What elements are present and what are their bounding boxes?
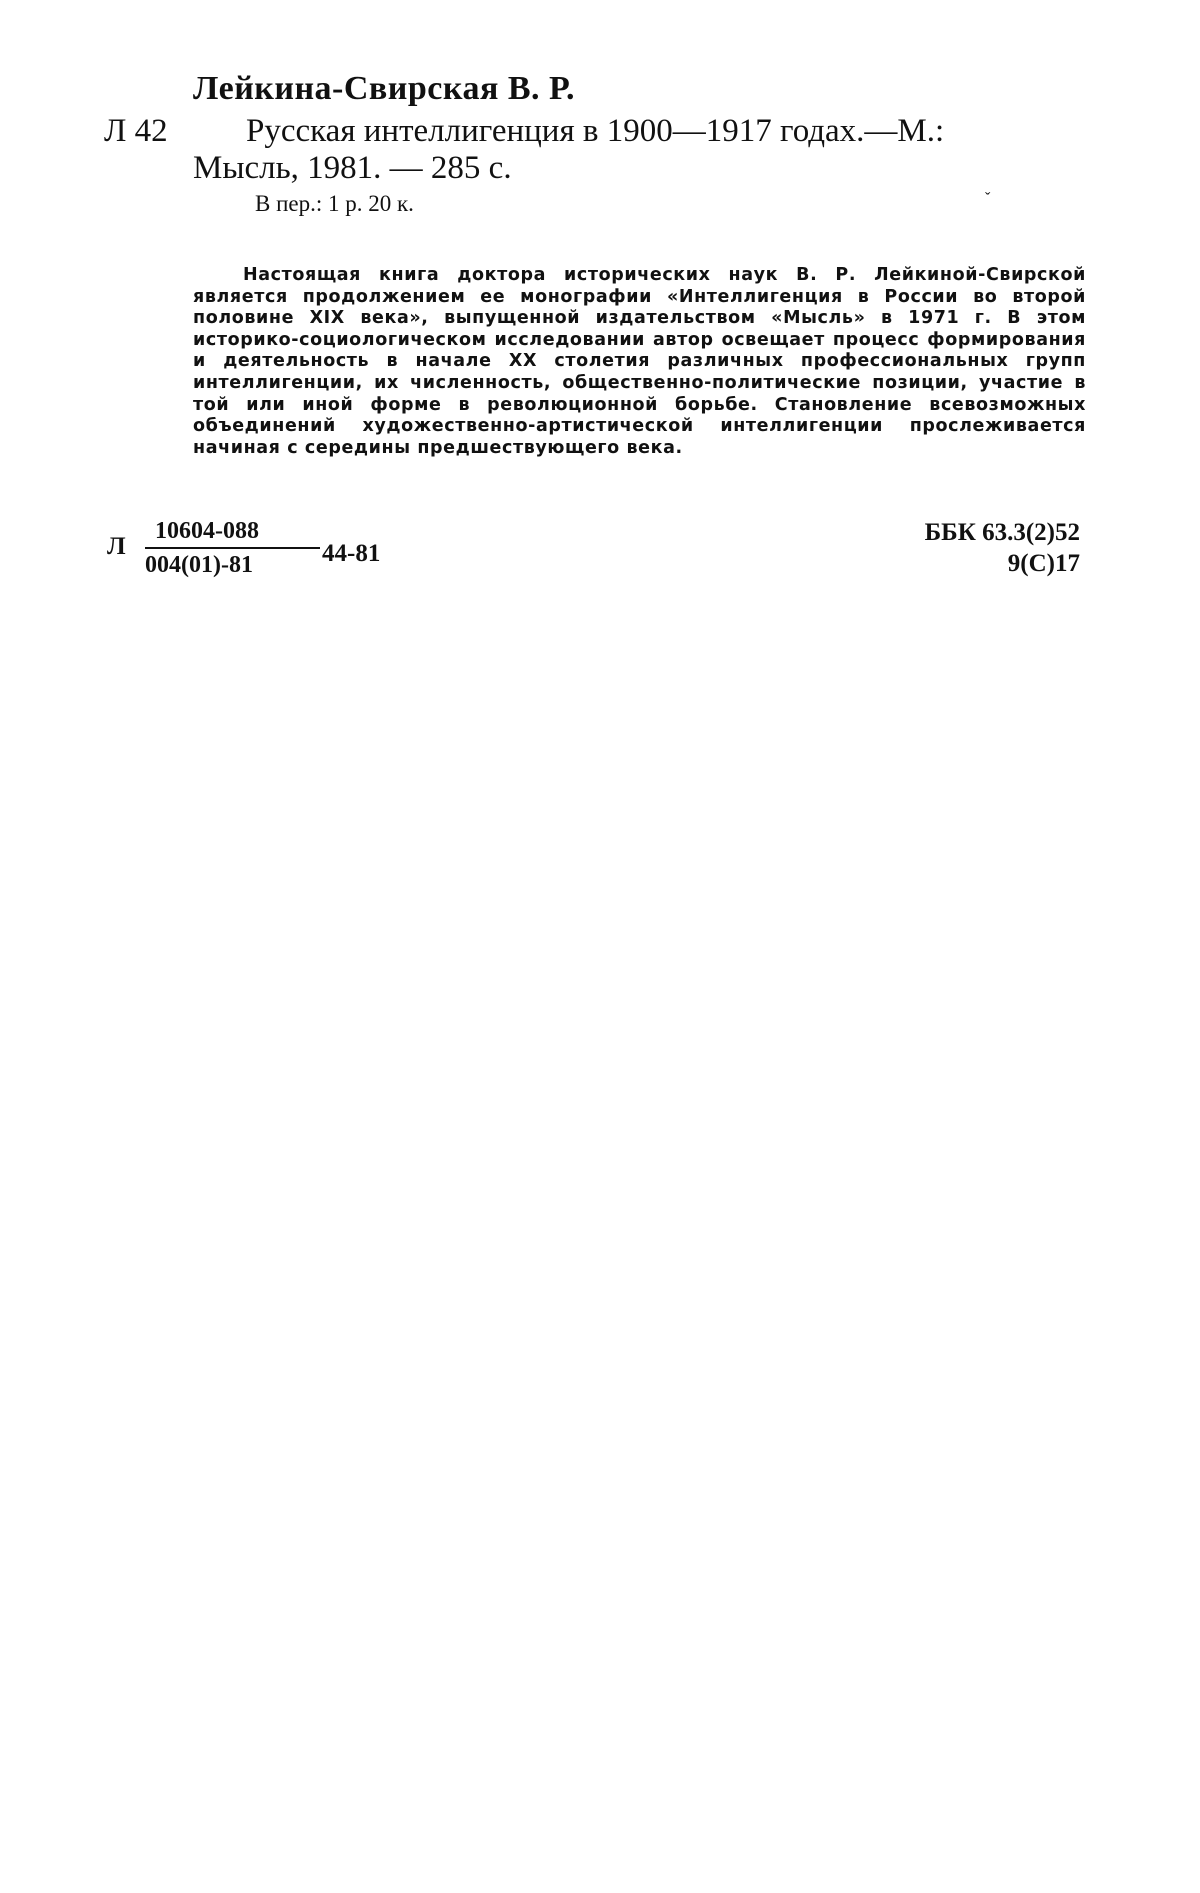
library-index: Л 42	[104, 113, 168, 149]
classification-numerator: 10604-088	[155, 518, 259, 544]
book-annotation: Настоящая книга доктора исторических наук В. Р. Лейкиной-Свирской является продолжением ее монографии «Интеллигенция в России во второй половине XIX века», выпущенной издательством «Мысль» в 1971 г. В этом историко-социологическом исследовании автор освещает процесс формирования и деятельность в начале XX столетия различных профессиональных групп интеллигенции, их численность, общественно-политические позиции, участие в той или иной форме в революционной борьбе. Становление всевозможных объединений художественно-артистической интеллигенции прослеживается начиная с середины предшествующего века.	[193, 265, 1086, 458]
classification-fraction	[145, 517, 320, 579]
classification-suffix: 44-81	[322, 540, 381, 567]
check-mark: ˇ	[985, 190, 991, 207]
bbk-code-line-2: 9(С)17	[1007, 550, 1080, 577]
author-name: Лейкина-Свирская В. Р.	[193, 70, 576, 107]
classification-denominator: 004(01)-81	[145, 552, 253, 578]
price-info: В пер.: 1 р. 20 к.	[255, 191, 414, 216]
classification-letter: Л	[107, 533, 126, 560]
bbk-code-line-1: ББК 63.3(2)52	[924, 519, 1080, 546]
book-title-line-2: Мысль, 1981. — 285 с.	[193, 150, 512, 186]
book-title-line-1: Русская интеллигенция в 1900—1917 годах.—М.:	[246, 113, 945, 149]
fraction-bar	[145, 547, 320, 549]
